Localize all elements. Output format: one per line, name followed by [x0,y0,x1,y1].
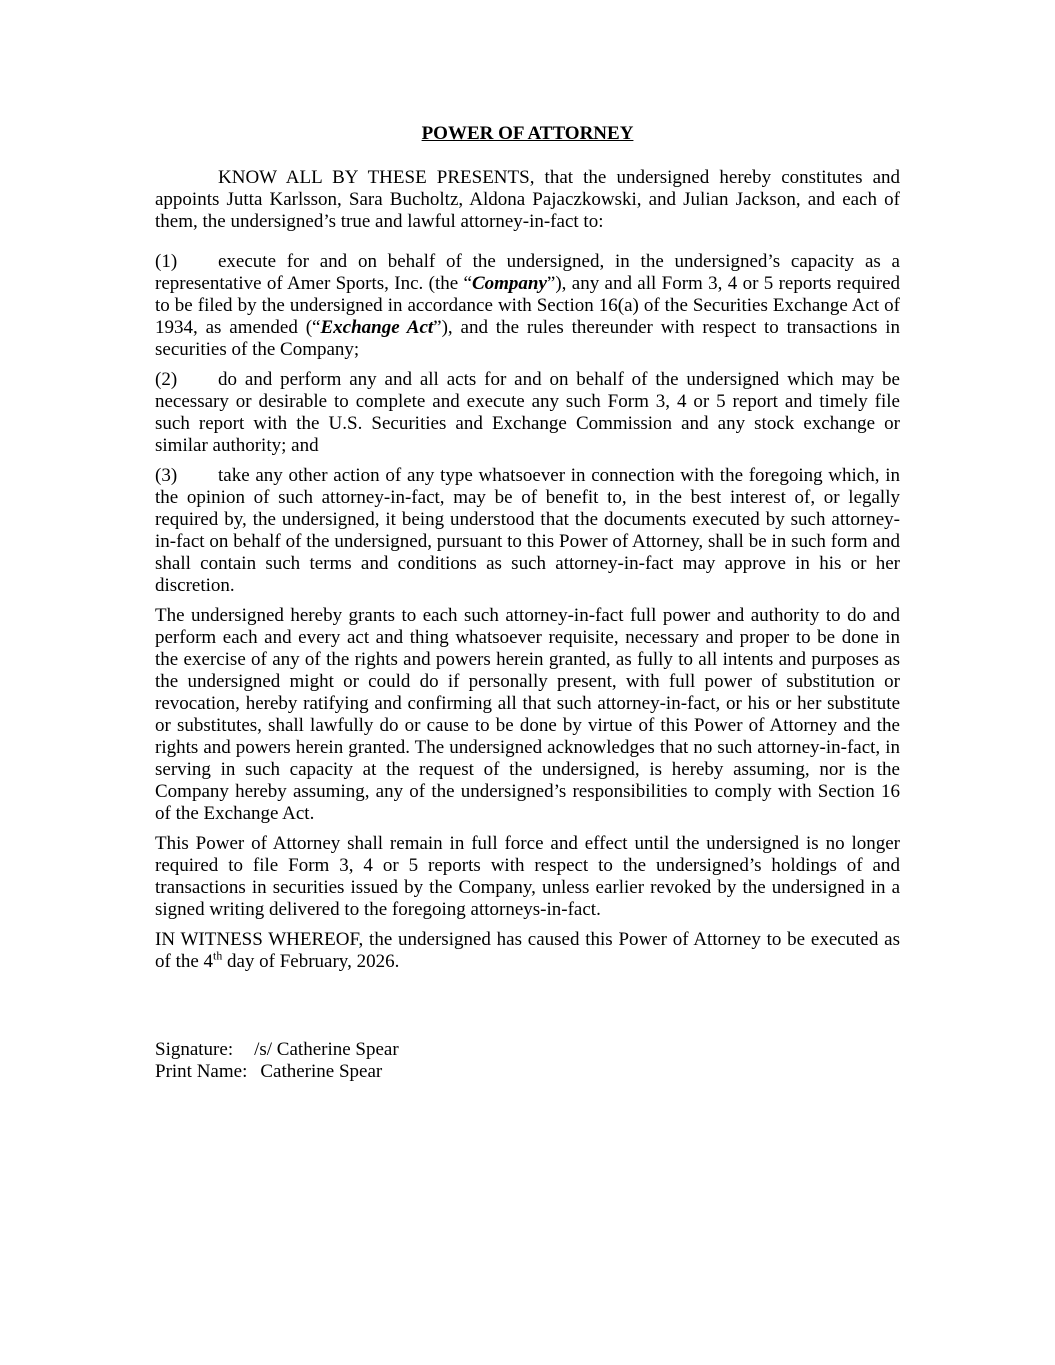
item-2-number: (2) [155,369,178,390]
defined-term-exchange-act: Exchange Act [320,317,434,338]
item-3-text-segment: take any other action of any type whatsoever in connection with the foregoing which, in the opinion of such attorney-in-fact, may be of benefit to, in the best interest of, or legally required by, the undersigned, it being understood that the documents executed by such attorney-in-fact on behalf of the undersigned, pursuant to this Power of Attorney, shall be in such form and shall contain such terms and conditions as such attorney-in-fact may approve in his or her discretion. [155,465,900,596]
print-name-line [155,1061,900,1083]
signature-block [155,1039,900,1083]
witness-text: day of February, 2026. [222,951,400,972]
signature-value: /s/ Catherine Spear [254,1039,399,1060]
item-1-number: (1) [155,251,178,272]
duration-paragraph: This Power of Attorney shall remain in full force and effect until the undersigned is no longer required to file Form 3, 4 or 5 reports with respect to the undersigned’s holdings of and transactions in securities issued by the Company, unless earlier revoked by the undersigned in a signed writing delivered to the foregoing attorneys-in-fact. [155,833,900,920]
signature-line [155,1039,900,1061]
poa-item-2 [155,369,900,457]
print-name-value: Catherine Spear [260,1061,383,1082]
poa-item-1 [155,251,900,361]
intro-paragraph: KNOW ALL BY THESE PRESENTS, that the undersigned hereby constitutes and appoints Jutta Karlsson, Sara Bucholtz, Aldona Pajaczkowski, and Julian Jackson, and each of them, the undersigned’s true and lawful attorney-in-fact to: [155,167,900,232]
item-1-text-segment: execute for and on behalf of the undersigned, in the undersigned’s capacity as a representative of Amer Sports, Inc. (the “ [155,251,900,294]
item-3-number: (3) [155,465,178,486]
witness-text: IN WITNESS WHEREOF, the undersigned has caused this Power of Attorney to be executed as of the 4 [155,929,900,972]
ordinal-superscript: th [213,949,223,963]
print-name-label: Print Name: [155,1061,248,1082]
poa-item-3 [155,465,900,597]
signature-label: Signature: [155,1039,234,1060]
defined-term-company: Company [471,273,547,294]
witness-paragraph [155,929,900,973]
item-1-text-segment: ”), any and all Form 3, 4 or 5 reports required to be filed by the undersigned in accordance with Section 16(a) of the Securities Exchange Act of 1934, as amended (“ [155,273,901,338]
document-title: POWER OF ATTORNEY [421,123,634,144]
item-1-text-segment: ”), and the rules thereunder with respect to transactions in securities of the Company; [155,317,900,360]
item-2-text-segment: do and perform any and all acts for and on behalf of the undersigned which may be necessary or desirable to complete and execute any such Form 3, 4 or 5 report and timely file such report with the U.S. Securities and Exchange Commission and any stock exchange or similar authority; and [155,369,900,456]
grant-of-powers-paragraph: The undersigned hereby grants to each such attorney-in-fact full power and authority to do and perform each and every act and thing whatsoever requisite, necessary and proper to be done in the exercise of any of the rights and powers herein granted, as fully to all intents and purposes as the undersigned might or could do if personally present, with full power of substitution or revocation, hereby ratifying and confirming all that such attorney-in-fact, or his or her substitute or substitutes, shall lawfully do or cause to be done by virtue of this Power of Attorney and the rights and powers herein granted. The undersigned acknowledges that no such attorney-in-fact, in serving in such capacity at the request of the undersigned, is hereby assuming, nor is the Company hereby assuming, any of the undersigned’s responsibilities to comply with Section 16 of the Exchange Act. [155,605,900,824]
